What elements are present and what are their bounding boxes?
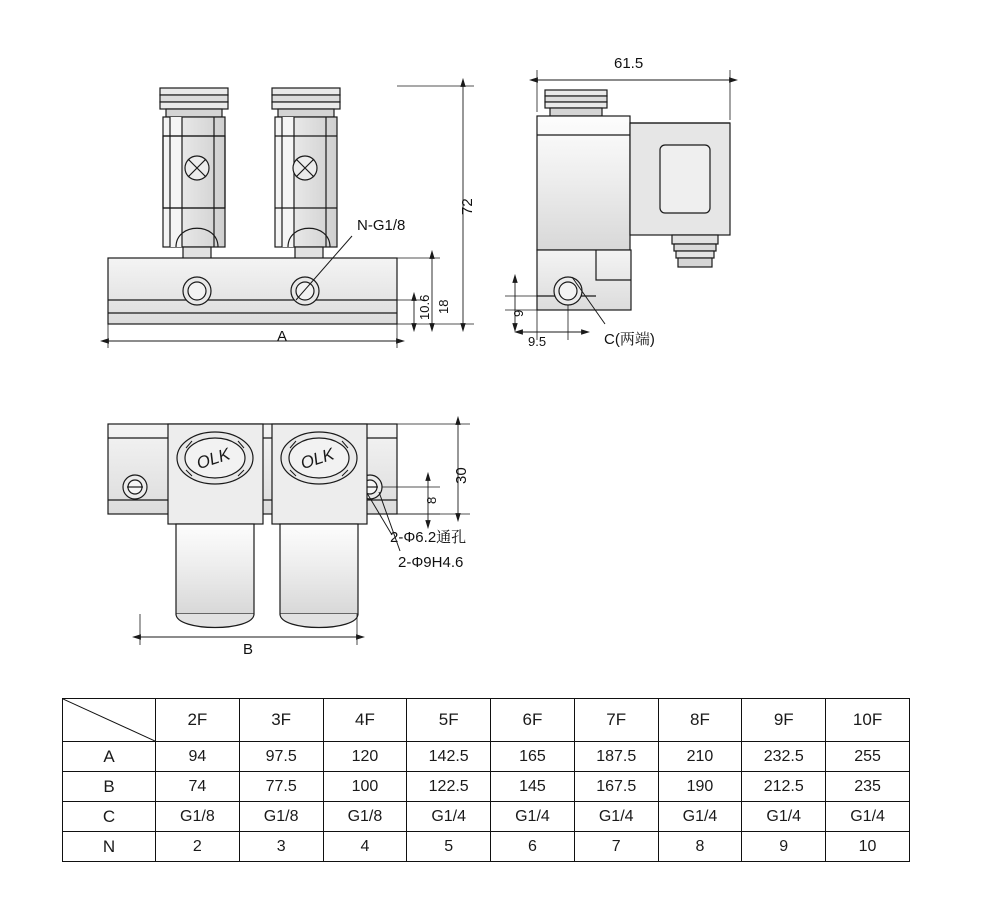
label-dimension-A: A [277,328,288,345]
label-dimension-8: 8 [424,496,439,504]
table-col-header: 4F [323,699,407,742]
table-row [63,772,910,802]
table-cell: G1/8 [323,802,407,832]
label-dimension-18: 18 [436,299,451,314]
table-cell: 210 [658,742,742,772]
svg-text:OLK: OLK [194,444,233,474]
table-corner-cell [63,699,156,742]
label-dimension-30: 30 [453,467,470,484]
table-row-label: C [63,802,156,832]
table-col-header: 2F [156,699,240,742]
table-cell: 3 [239,832,323,862]
svg-text:OLK: OLK [298,444,337,474]
table-row [63,802,910,832]
label-dimension-72: 72 [459,198,476,215]
specification-table [62,698,910,862]
table-col-header: 6F [491,699,575,742]
table-col-header: 10F [826,699,910,742]
table-col-header: 3F [239,699,323,742]
table-col-header: 9F [742,699,826,742]
table-cell: 9 [742,832,826,862]
table-cell: G1/8 [239,802,323,832]
table-cell: 212.5 [742,772,826,802]
label-port-thread: N-G1/8 [357,217,406,234]
table-col-header: 7F [574,699,658,742]
table-cell: 94 [156,742,240,772]
label-dimension-9-5: 9.5 [528,334,547,349]
table-cell: 235 [826,772,910,802]
table-cell: 7 [574,832,658,862]
label-through-hole: 2-Φ6.2通孔 [390,529,467,546]
label-dimension-B: B [243,641,254,658]
label-end-port-C: C(两端) [604,331,655,348]
table-col-header: 5F [407,699,491,742]
label-dimension-9: 9 [511,309,526,317]
table-cell: 6 [491,832,575,862]
table-row-label: A [63,742,156,772]
table-cell: 120 [323,742,407,772]
table-row [63,832,910,862]
table-cell: 142.5 [407,742,491,772]
table-cell: 232.5 [742,742,826,772]
table-row [63,742,910,772]
label-dimension-10-6: 10.6 [417,294,432,320]
table-cell: 2 [156,832,240,862]
label-dimension-61-5: 61.5 [614,55,644,72]
table-cell: 4 [323,832,407,862]
table-cell: G1/4 [491,802,575,832]
table-cell: 255 [826,742,910,772]
table-cell: 5 [407,832,491,862]
table-cell: 187.5 [574,742,658,772]
label-counterbore: 2-Φ9H4.6 [398,554,464,571]
table-cell: 10 [826,832,910,862]
table-cell: G1/4 [658,802,742,832]
table-cell: 97.5 [239,742,323,772]
table-cell: 8 [658,832,742,862]
table-cell: G1/4 [742,802,826,832]
table-cell: 77.5 [239,772,323,802]
table-cell: 167.5 [574,772,658,802]
table-cell: 190 [658,772,742,802]
table-cell: G1/4 [574,802,658,832]
table-row-label: N [63,832,156,862]
table-col-header: 8F [658,699,742,742]
table-cell: 122.5 [407,772,491,802]
table-cell: G1/8 [156,802,240,832]
table-row-label: B [63,772,156,802]
table-cell: G1/4 [407,802,491,832]
table-cell: 100 [323,772,407,802]
table-cell: 145 [491,772,575,802]
table-cell: G1/4 [826,802,910,832]
table-cell: 74 [156,772,240,802]
table-cell: 165 [491,742,575,772]
table-header-row [63,699,910,742]
